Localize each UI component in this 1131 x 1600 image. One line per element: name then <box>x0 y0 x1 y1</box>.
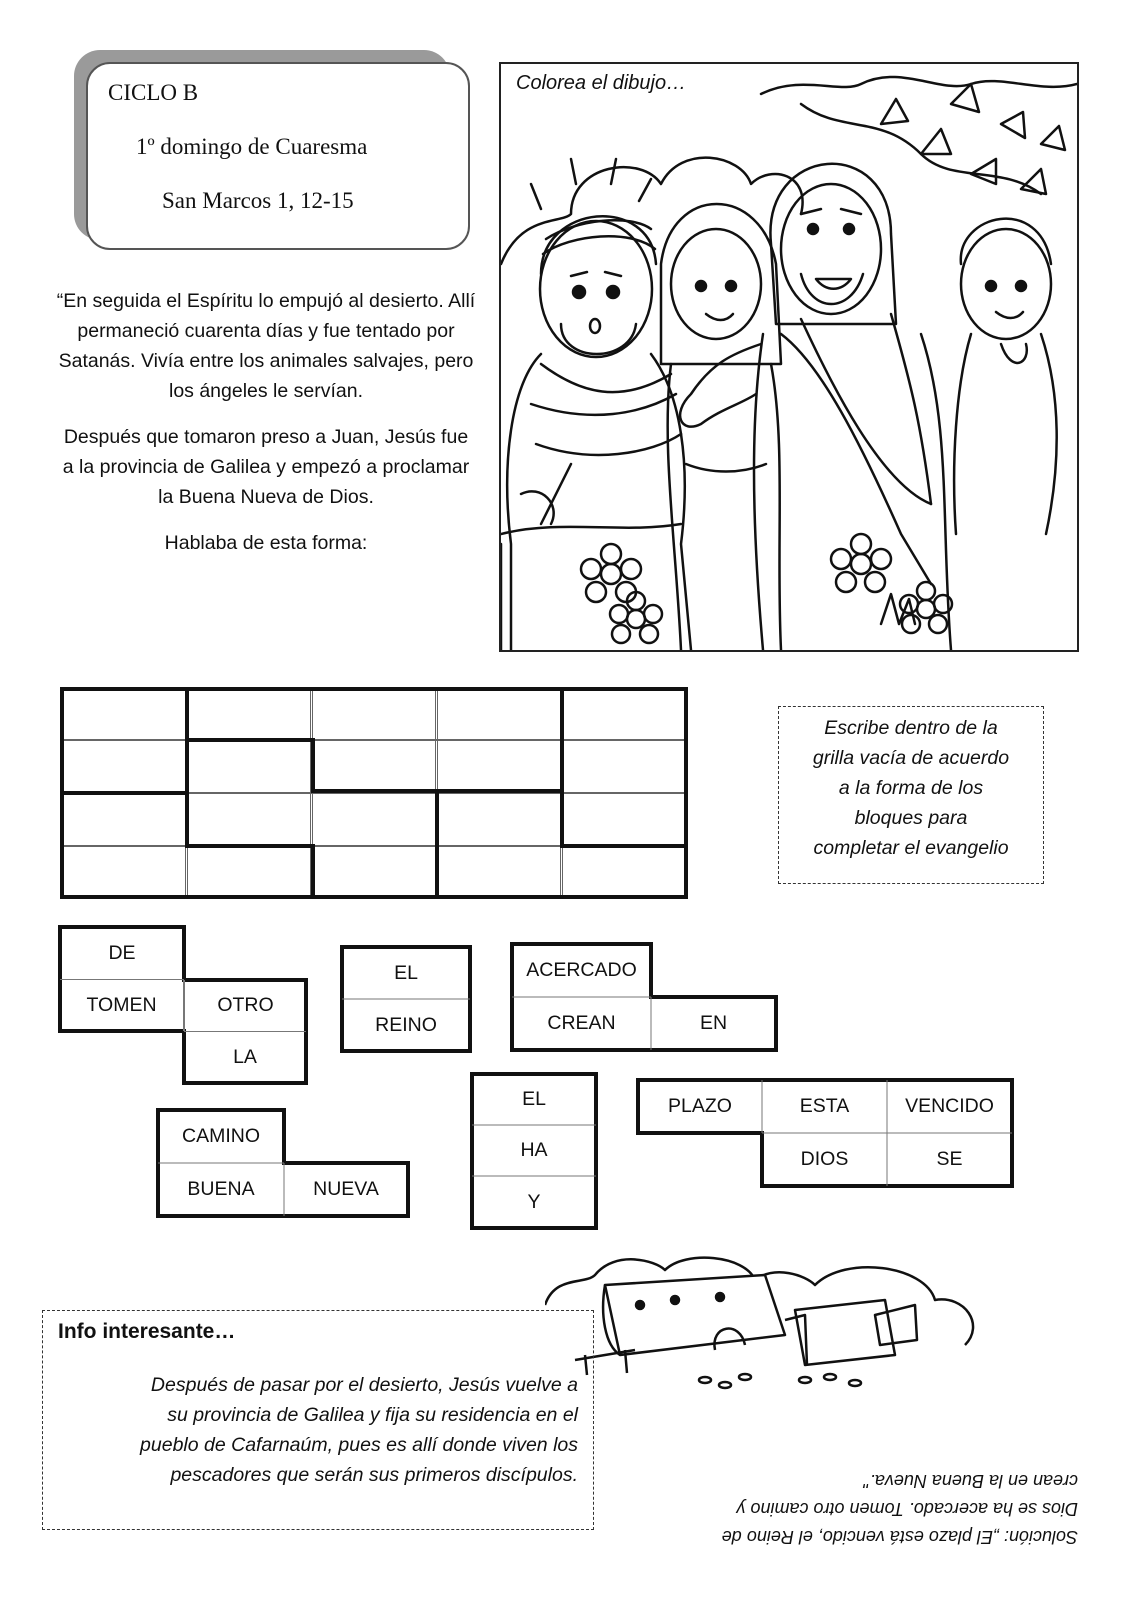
word-tile: PLAZO <box>668 1095 732 1117</box>
word-block-4[interactable] <box>470 1072 598 1230</box>
info-line: su provincia de Galilea y fija su residencia en el <box>167 1404 578 1426</box>
flower-4 <box>900 582 952 633</box>
word-tile: CREAN <box>547 1012 616 1034</box>
grid-cell[interactable] <box>560 793 688 846</box>
flower-3 <box>831 534 891 592</box>
solution-line: Solución: „El plazo está vencido, el Reino de <box>721 1527 1078 1547</box>
word-tile: SE <box>936 1148 963 1170</box>
grid-cell[interactable] <box>310 793 438 846</box>
grid-cell[interactable] <box>435 793 563 846</box>
word-tile: REINO <box>375 1013 437 1036</box>
info-text <box>58 1370 578 1490</box>
instructions-line: grilla vacía de acuerdo <box>812 747 1010 769</box>
grid-cell[interactable] <box>310 687 438 740</box>
grid-cell[interactable] <box>560 687 688 740</box>
solution-line: Dios se ha acercado. Tomen otro camino y <box>736 1499 1078 1519</box>
word-block-1[interactable] <box>58 925 308 1085</box>
word-tile: LA <box>184 1031 306 1083</box>
word-tile: CAMINO <box>182 1125 260 1147</box>
instructions-line: completar el evangelio <box>813 837 1009 859</box>
sunday-title: 1º domingo de Cuaresma <box>136 134 368 159</box>
grid-block-line <box>560 687 564 848</box>
word-tile: TOMEN <box>60 979 184 1031</box>
grid-cell[interactable] <box>185 846 313 899</box>
solution-line: crean en la Buena Nueva." <box>863 1471 1078 1491</box>
grid-cell[interactable] <box>185 740 313 793</box>
grid-cell[interactable] <box>435 846 563 899</box>
info-line: Después de pasar por el desierto, Jesús vuelve a <box>150 1374 578 1396</box>
header-box <box>86 62 470 250</box>
grid-cell[interactable] <box>435 740 563 793</box>
grid-border <box>60 687 688 691</box>
word-tile: DIOS <box>800 1148 849 1170</box>
gospel-reference: San Marcos 1, 12-15 <box>162 188 354 213</box>
grid-cell[interactable] <box>185 793 313 846</box>
grid-border <box>60 895 688 899</box>
grid-cell[interactable] <box>560 846 688 899</box>
word-tile: OTRO <box>184 980 306 1032</box>
grid-cell[interactable] <box>60 687 188 740</box>
jesus-and-disciples-illustration <box>501 64 1077 650</box>
word-tile: EL <box>394 961 418 984</box>
grid-cell[interactable] <box>435 687 563 740</box>
grid-cell[interactable] <box>60 740 188 793</box>
grid-cell[interactable] <box>560 740 688 793</box>
grid-block-line <box>185 738 313 742</box>
word-block-2[interactable] <box>340 945 472 1053</box>
grid-block-line <box>435 791 439 897</box>
grid-cell[interactable] <box>310 846 438 899</box>
word-tile: ESTA <box>799 1095 850 1117</box>
gospel-paragraph-1: “En seguida el Espíritu lo empujó al desierto. Allí permaneció cuarenta días y fue tentado por Satanás. Vivía entre los animales salvajes, pero los ángeles le servían. <box>56 290 476 402</box>
word-tile: Y <box>527 1190 541 1213</box>
village-houses-illustration <box>545 1245 985 1395</box>
grid-block-line <box>311 738 315 793</box>
grid-cell[interactable] <box>60 846 188 899</box>
coloring-picture <box>499 62 1079 652</box>
grid-block-line <box>560 844 688 848</box>
word-tile: EL <box>522 1088 546 1110</box>
word-block-5[interactable] <box>636 1078 1014 1188</box>
info-line: pueblo de Cafarnaúm, pues es allí donde viven los <box>140 1434 578 1456</box>
grid-cell[interactable] <box>185 687 313 740</box>
word-tile: DE <box>108 941 136 964</box>
picture-caption: Colorea el dibujo… <box>516 72 687 94</box>
gospel-text <box>56 286 476 574</box>
grid-block-line <box>60 791 188 795</box>
info-title: Info interesante… <box>58 1320 236 1343</box>
word-tile: EN <box>699 1012 728 1034</box>
grid-block-line <box>185 742 189 848</box>
word-tile: ACERCADO <box>526 959 637 981</box>
grid-cell[interactable] <box>310 740 438 793</box>
word-tile: BUENA <box>187 1178 255 1200</box>
gospel-paragraph-3: Hablaba de esta forma: <box>164 532 368 554</box>
instructions-line: bloques para <box>854 807 968 829</box>
cycle-label: CICLO B <box>108 80 199 105</box>
instructions-box <box>778 706 1044 884</box>
word-block-3[interactable] <box>510 942 778 1052</box>
word-block-6[interactable] <box>156 1108 410 1218</box>
grid-cell[interactable] <box>60 793 188 846</box>
gospel-paragraph-2: Después que tomaron preso a Juan, Jesús fue a la provincia de Galilea y empezó a proclamar la Buena Nueva de Dios. <box>62 426 470 508</box>
word-tile: NUEVA <box>313 1178 379 1200</box>
word-tile: HA <box>520 1139 548 1161</box>
instructions-line: Escribe dentro de la <box>824 717 998 739</box>
info-line: pescadores que serán sus primeros discípulos. <box>170 1464 578 1486</box>
grid-border <box>684 687 688 899</box>
grid-block-line <box>185 844 313 848</box>
grid-block-line <box>311 844 315 897</box>
instructions-line: a la forma de los <box>838 777 984 799</box>
upside-down-solution <box>620 1467 1078 1551</box>
word-tile: VENCIDO <box>905 1095 994 1117</box>
grid-block-line <box>185 687 189 740</box>
